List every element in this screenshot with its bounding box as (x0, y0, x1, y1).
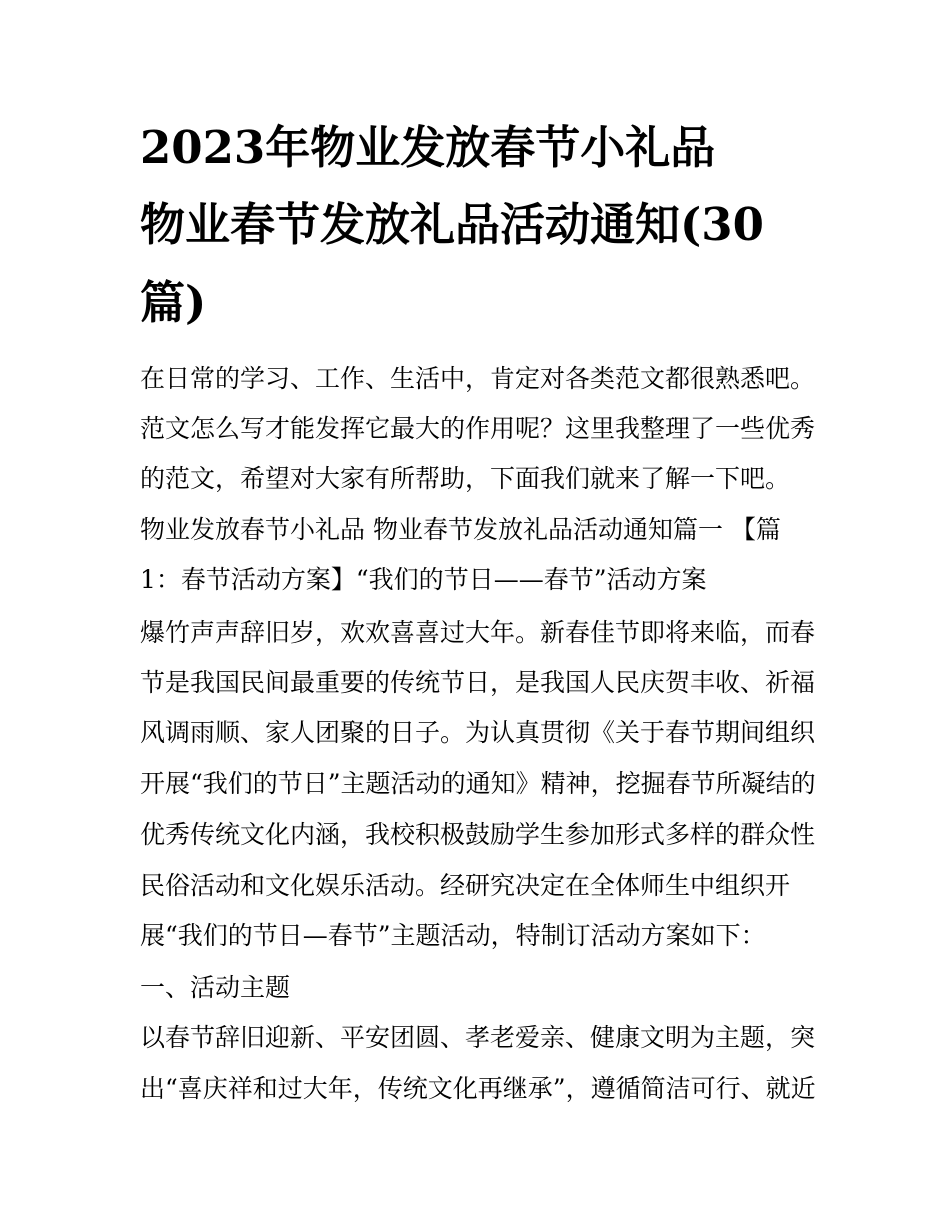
document-title-line-3: 篇) (140, 276, 207, 329)
document-title-line-2: 物业春节发放礼品活动通知(30 (140, 198, 764, 251)
body-line: 展“我们的节日—春节”主题活动，特制订活动方案如下： (140, 921, 766, 950)
body-line: 一、活动主题 (140, 973, 291, 1002)
body-line: 风调雨顺、家人团聚的日子。为认真贯彻《关于春节期间组织 (140, 718, 816, 747)
body-line: 范文怎么写才能发挥它最大的作用呢？这里我整理了一些优秀 (140, 414, 816, 443)
body-line: 民俗活动和文化娱乐活动。经研究决定在全体师生中组织开 (140, 871, 791, 900)
body-line: 1：春节活动方案】“我们的节日——春节”活动方案 (140, 565, 707, 594)
body-line: 以春节辞旧迎新、平安团圆、孝老爱亲、健康文明为主题，突 (140, 1023, 816, 1052)
document-title-line-1: 2023年物业发放春节小礼品 (140, 121, 716, 174)
body-line: 开展“我们的节日”主题活动的通知》精神，挖掘春节所凝结的 (140, 769, 816, 798)
body-line: 出“喜庆祥和过大年，传统文化再继承”，遵循简洁可行、就近 (140, 1074, 816, 1103)
body-line: 在日常的学习、工作、生活中，肯定对各类范文都很熟悉吧。 (140, 364, 816, 393)
body-line: 节是我国民间最重要的传统节日，是我国人民庆贺丰收、祈福 (140, 668, 816, 697)
body-line: 优秀传统文化内涵，我校积极鼓励学生参加形式多样的群众性 (140, 820, 816, 849)
body-line: 的范文，希望对大家有所帮助，下面我们就来了解一下吧。 (140, 464, 791, 493)
body-line: 爆竹声声辞旧岁，欢欢喜喜过大年。新春佳节即将来临，而春 (140, 618, 816, 647)
body-line: 物业发放春节小礼品 物业春节发放礼品活动通知篇一 【篇 (140, 515, 781, 544)
